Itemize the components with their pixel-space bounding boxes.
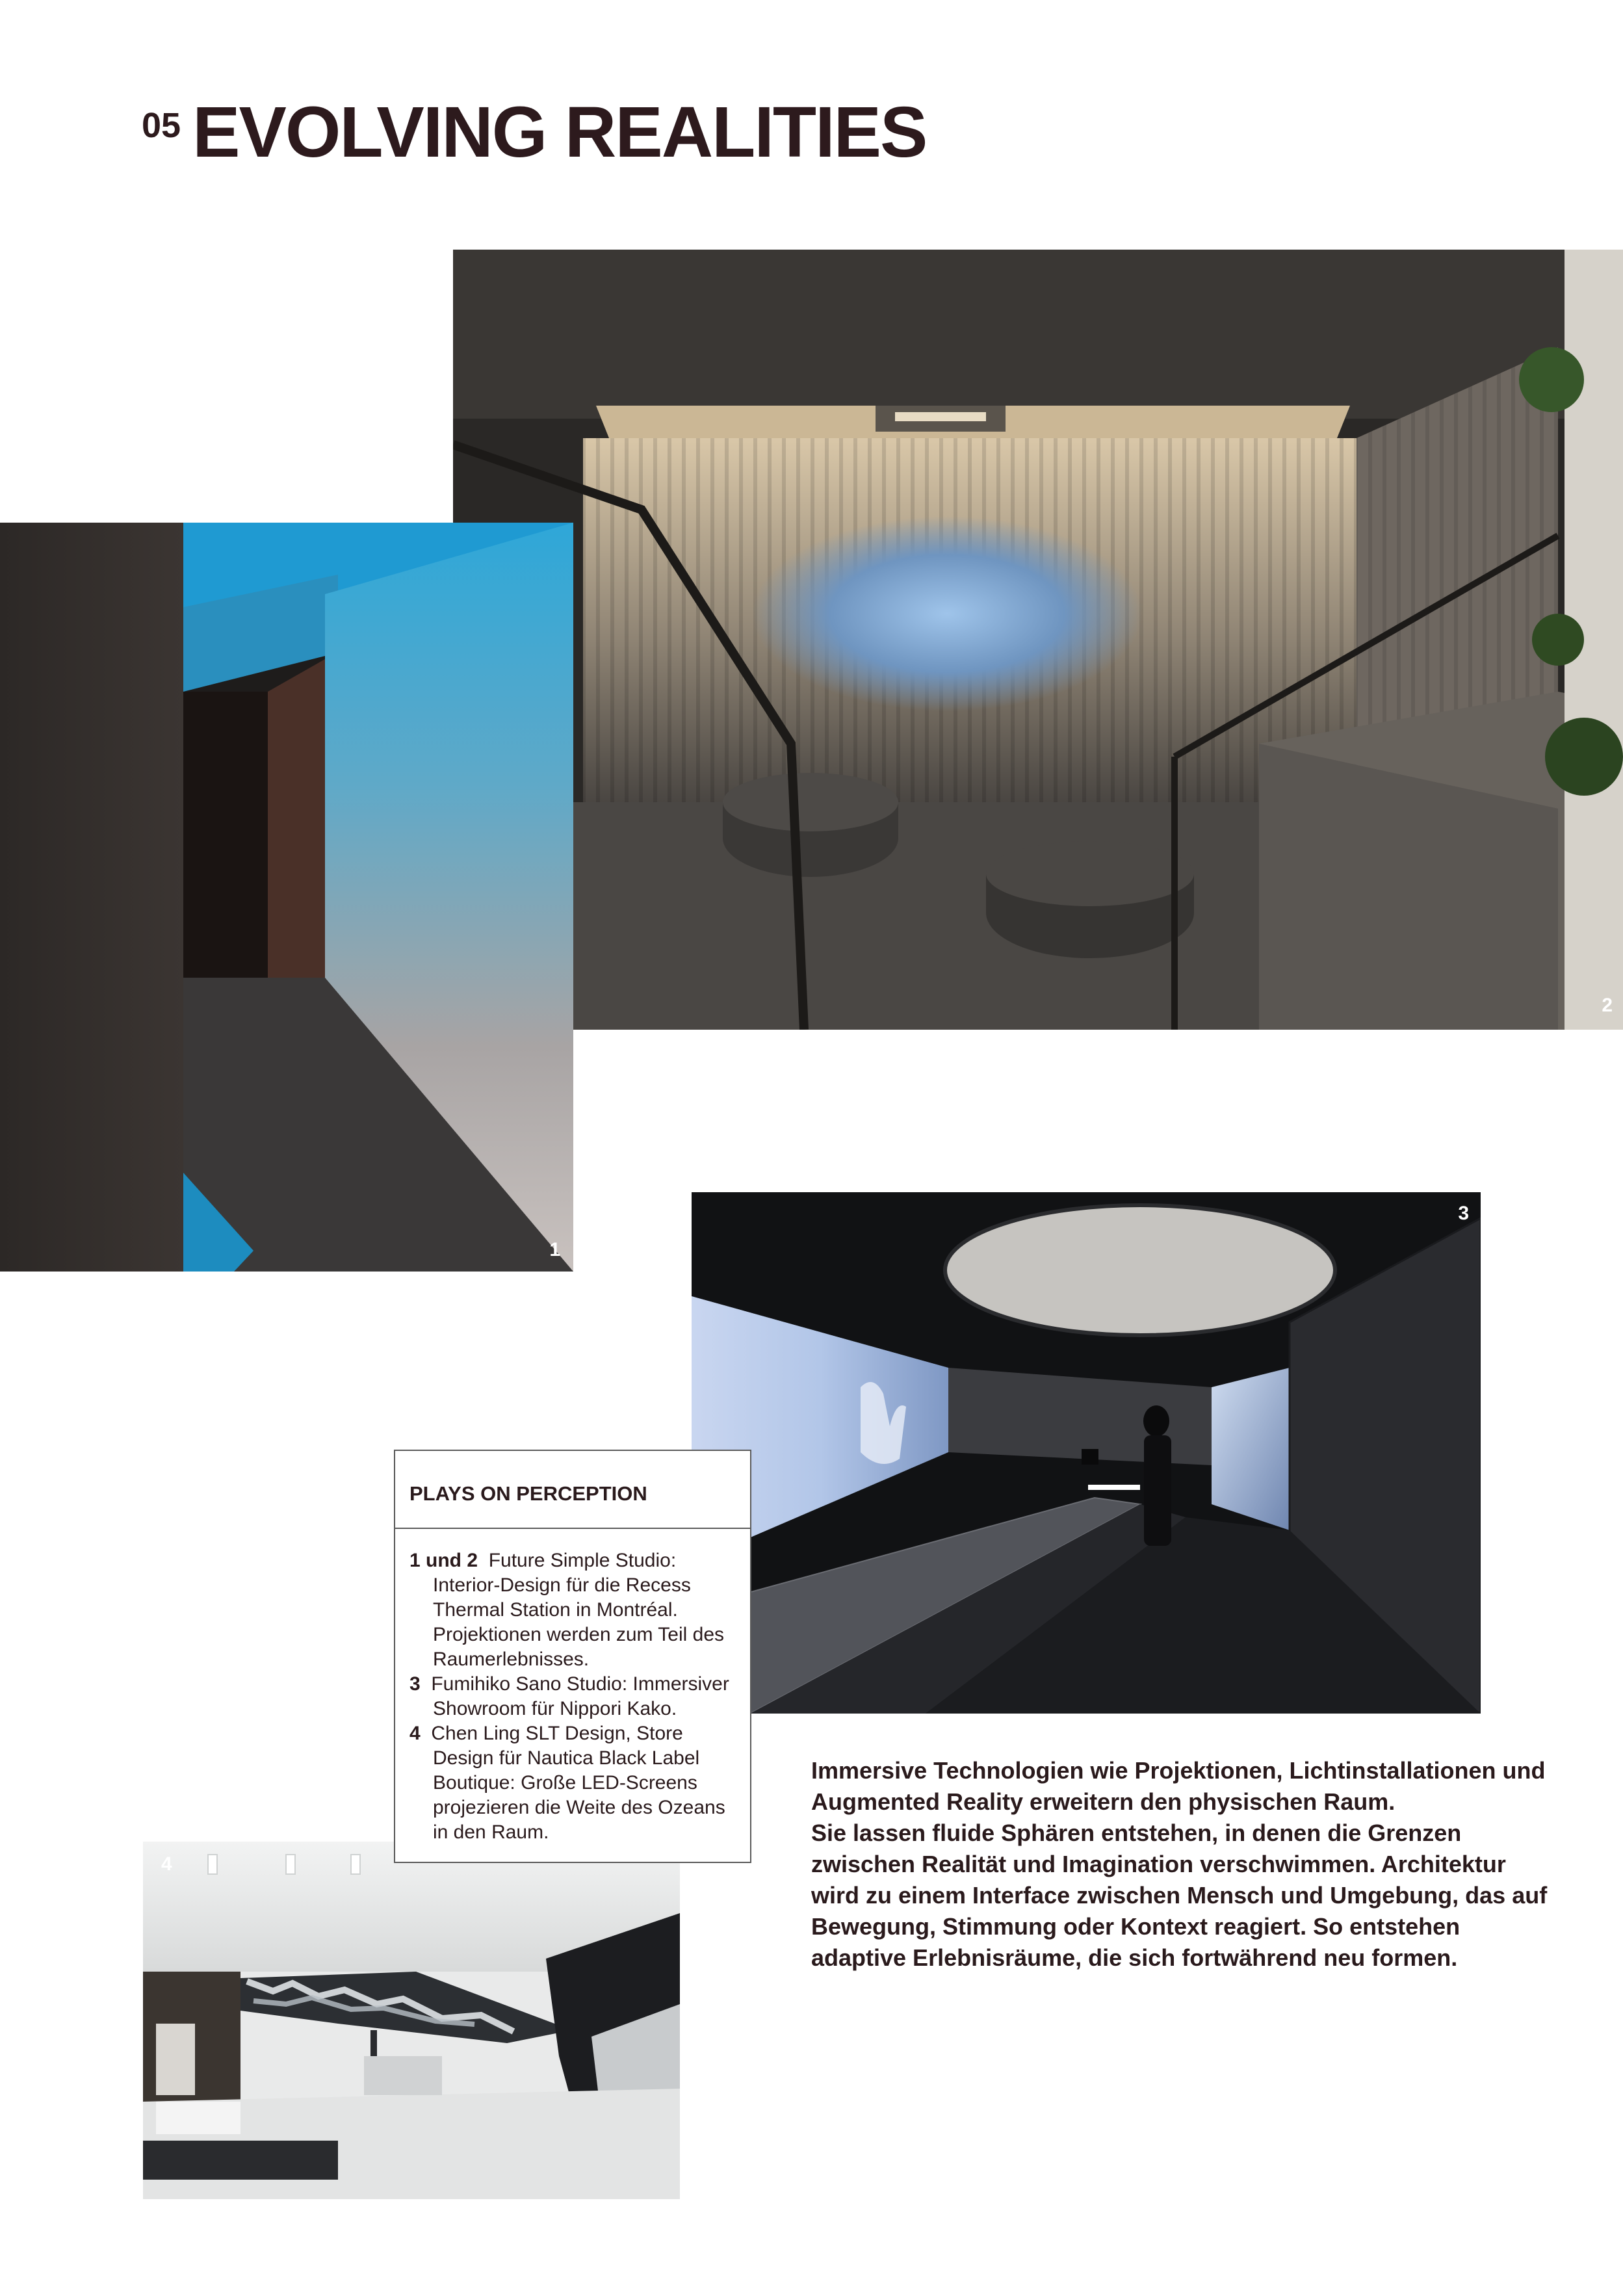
photo-nautica-black-label-boutique	[143, 1842, 680, 2199]
caption-item	[409, 1548, 737, 1672]
caption-text: Chen Ling SLT Design, Store Design für Nautica Black Label Boutique: Große LED-Screens projezieren die Weite des Ozeans in den Raum.	[431, 1723, 725, 1843]
photo-number-label: 4	[161, 1853, 172, 1875]
caption-item	[409, 1721, 737, 1845]
caption-ref: 4	[409, 1723, 421, 1744]
caption-text: Future Simple Studio: Interior-Design für die Recess Thermal Station in Montréal. Projektionen werden zum Teil des Raumerlebnisses.	[433, 1550, 725, 1670]
photo-number-label: 2	[1602, 995, 1613, 1016]
caption-item	[409, 1672, 737, 1721]
caption-ref: 1 und 2	[409, 1550, 478, 1571]
photo-nippori-kako-showroom	[692, 1192, 1481, 1714]
caption-ref: 3	[409, 1673, 421, 1695]
photo-number-label: 1	[549, 1239, 560, 1260]
chapter-title: EVOLVING REALITIES	[192, 92, 927, 172]
body-paragraph: Sie lassen fluide Sphären entstehen, in denen die Grenzen zwischen Realität und Imagination verschwimmen. Architektur wird zu einem Interface zwischen Mensch und Umgebung, das auf Bewegung, Stimmung oder Kontext reagiert. So entstehen adaptive Erlebnisräume, die sich fortwährend neu formen.	[811, 1820, 1548, 1971]
photo-recess-thermal-blue-corridor	[0, 523, 573, 1272]
caption-heading: PLAYS ON PERCEPTION	[395, 1451, 750, 1529]
photo-number-label: 3	[1458, 1203, 1469, 1224]
caption-list	[395, 1529, 750, 1845]
body-text	[811, 1755, 1552, 1974]
caption-box	[394, 1450, 751, 1863]
page-title	[142, 91, 926, 174]
caption-text: Fumihiko Sano Studio: Immersiver Showroom für Nippori Kako.	[431, 1673, 729, 1719]
chapter-number: 05	[142, 106, 181, 145]
photo-recess-thermal-curtain-room	[453, 250, 1623, 1030]
body-paragraph: Immersive Technologien wie Projektionen, Lichtinstallationen und Augmented Reality erweitern den physischen Raum.	[811, 1757, 1546, 1815]
